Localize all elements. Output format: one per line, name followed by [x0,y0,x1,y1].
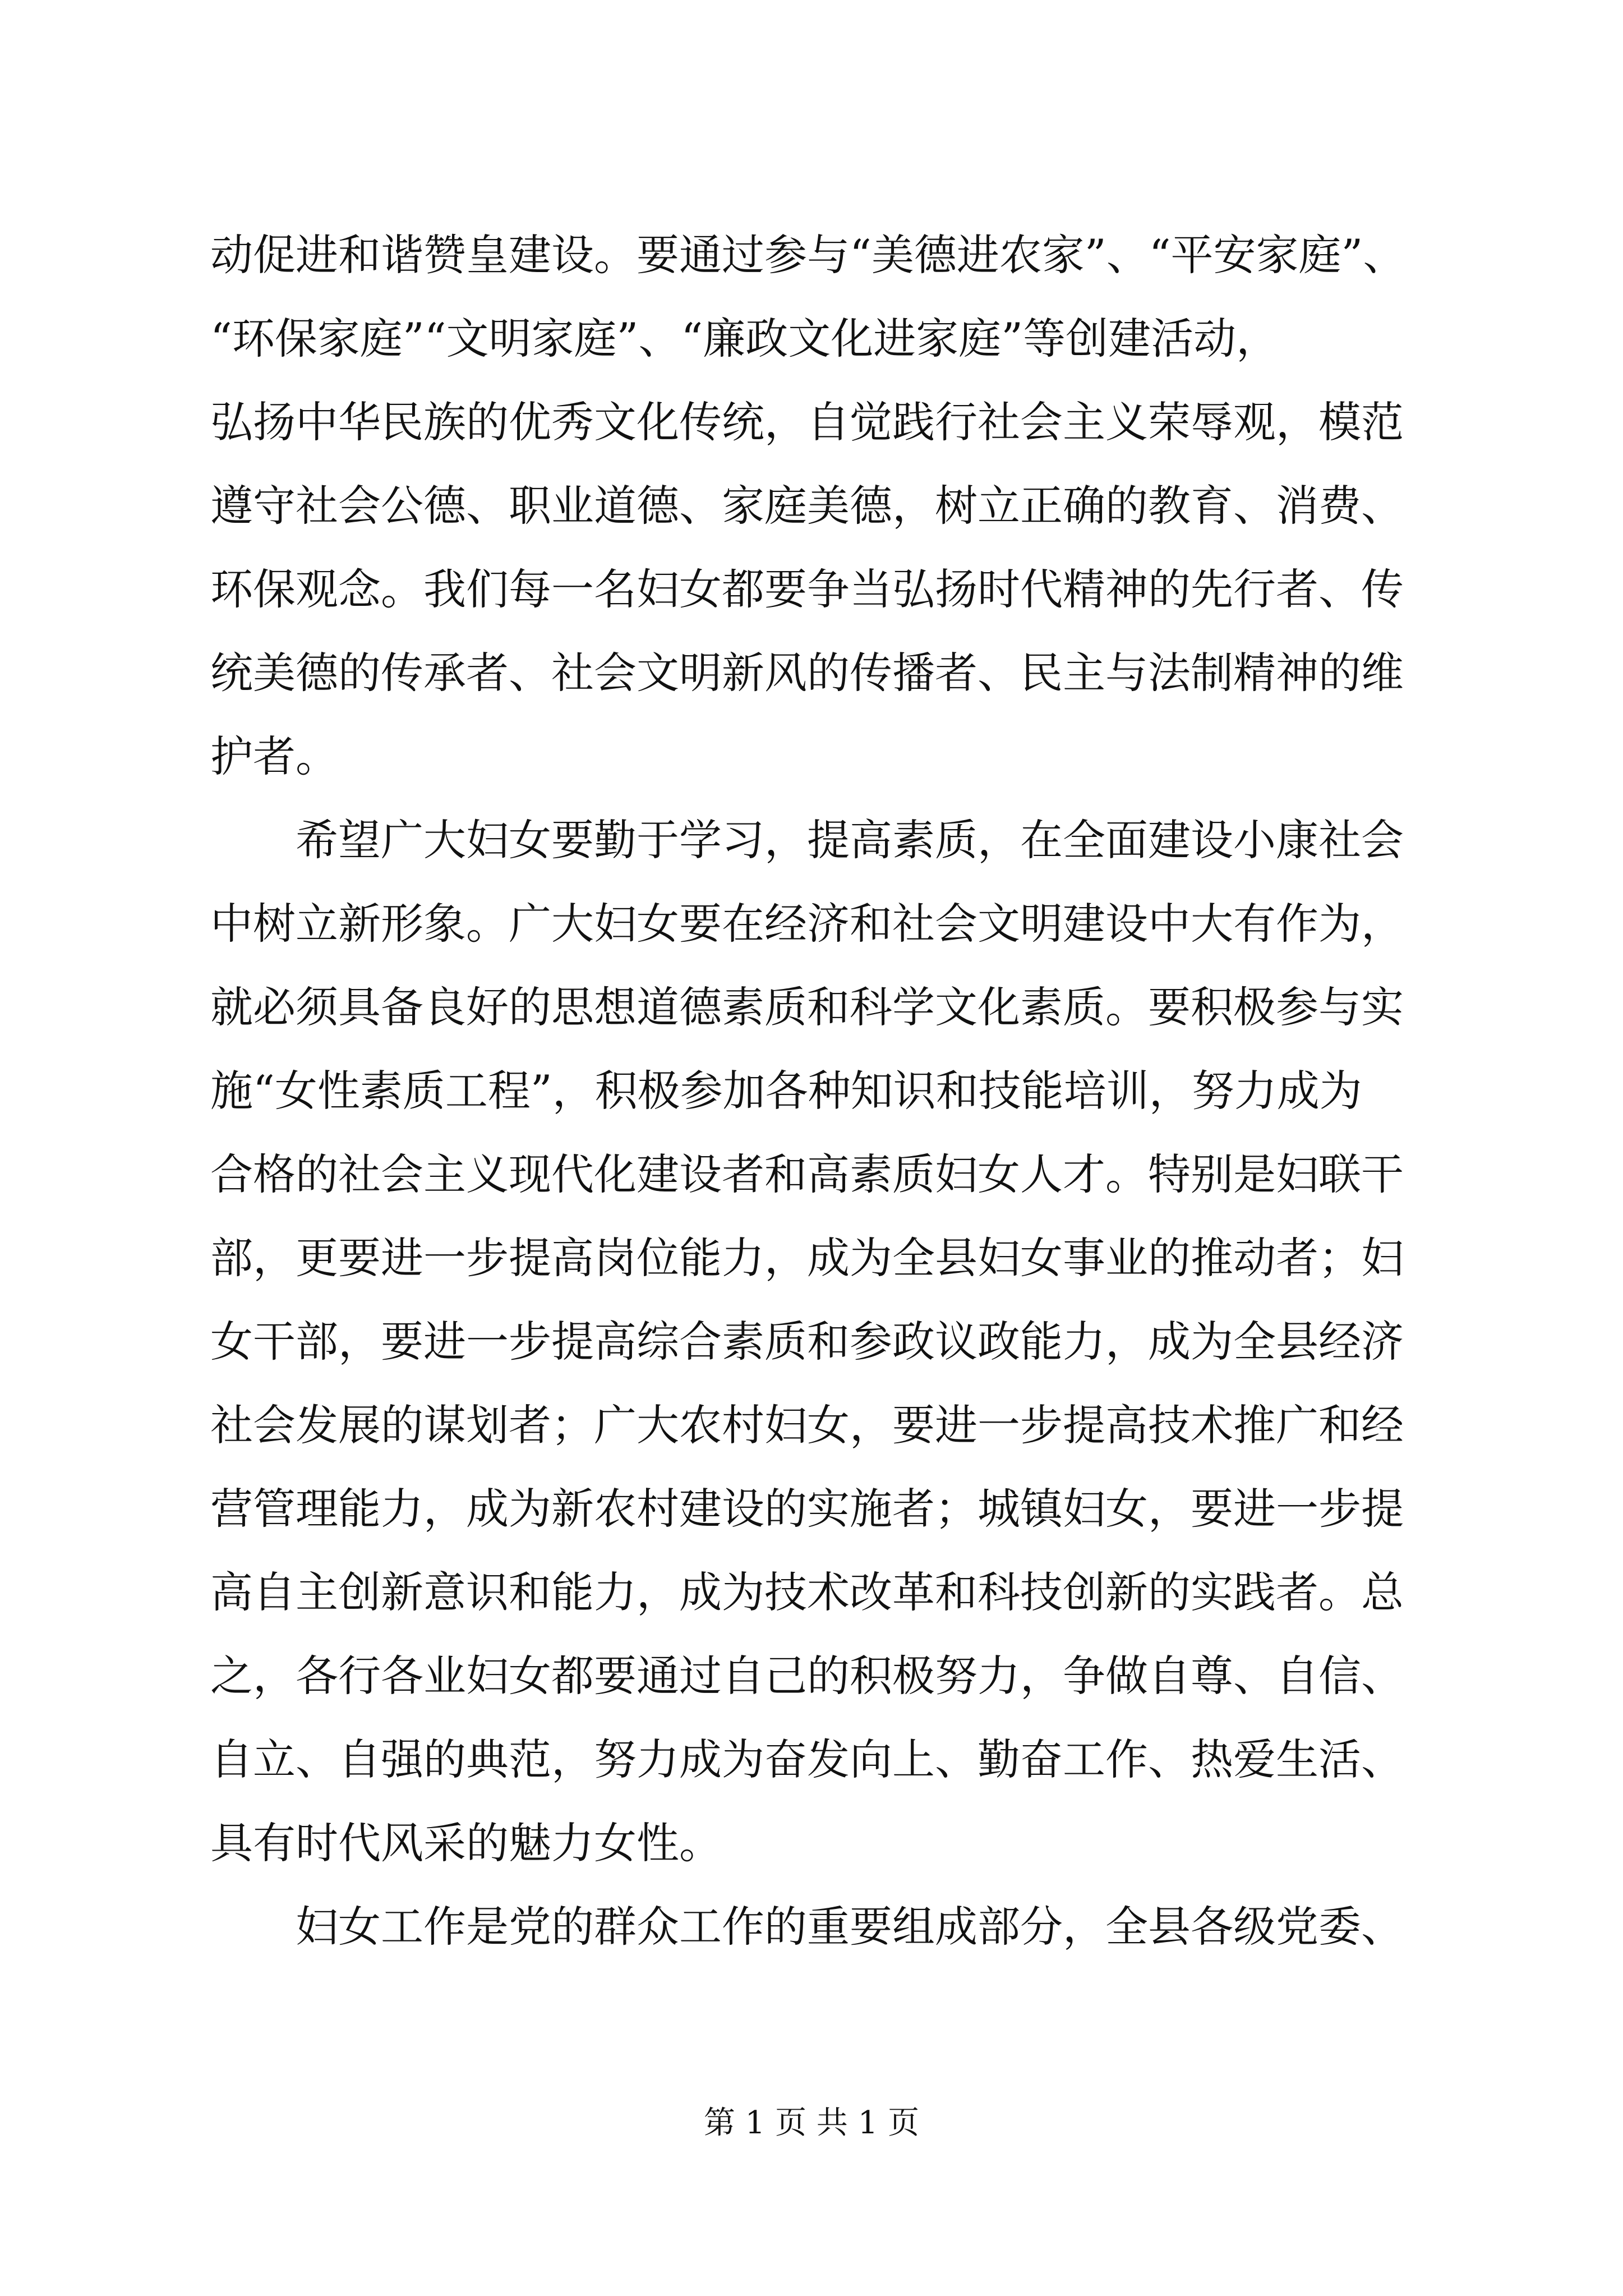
text-line: 施“女性素质工程”，积极参加各种知识和技能培训，努力成为 [210,1066,1362,1116]
text-line: 具有时代风采的魅力女性。 [210,1818,722,1868]
text-line: 环保观念。我们每一名妇女都要争当弘扬时代精神的先行者、传 [210,564,1404,614]
document-body [210,213,1433,1968]
text-line: “环保家庭”“文明家庭”、“廉政文化进家庭”等创建活动， [210,314,1279,364]
text-line: 中树立新形象。广大妇女要在经济和社会文明建设中大有作为， [210,899,1404,949]
text-line: 之，各行各业妇女都要通过自己的积极努力，争做自尊、自信、 [210,1651,1404,1701]
text-line: 营管理能力，成为新农村建设的实施者；城镇妇女，要进一步提 [210,1484,1404,1534]
text-line: 妇女工作是党的群众工作的重要组成部分，全县各级党委、 [210,1902,1404,1952]
text-line: 遵守社会公德、职业道德、家庭美德，树立正确的教育、消费、 [210,481,1404,531]
text-line: 合格的社会主义现代化建设者和高素质妇女人才。特别是妇联干 [210,1149,1404,1199]
text-line: 统美德的传承者、社会文明新风的传播者、民主与法制精神的维 [210,648,1404,698]
text-line: 弘扬中华民族的优秀文化传统，自觉践行社会主义荣辱观，模范 [210,397,1404,447]
text-line: 希望广大妇女要勤于学习，提高素质，在全面建设小康社会 [210,815,1404,865]
text-line: 护者。 [210,731,338,781]
text-line: 就必须具备良好的思想道德素质和科学文化素质。要积极参与实 [210,982,1404,1032]
text-line: 高自主创新意识和能力，成为技术改革和科技创新的实践者。总 [210,1567,1404,1617]
page-footer [0,2101,1623,2146]
text-line: 动促进和谐赞皇建设。要通过参与“美德进农家”、“平安家庭”、 [210,230,1406,280]
text-line: 女干部，要进一步提高综合素质和参政议政能力，成为全县经济 [210,1317,1404,1366]
text-line: 部，更要进一步提高岗位能力，成为全县妇女事业的推动者；妇 [210,1233,1404,1283]
text-line: 自立、自强的典范，努力成为奋发向上、勤奋工作、热爱生活、 [210,1734,1404,1784]
page-number: 第 1 页 共 1 页 [703,2105,920,2141]
text-line: 社会发展的谋划者；广大农村妇女，要进一步提高技术推广和经 [210,1400,1404,1450]
